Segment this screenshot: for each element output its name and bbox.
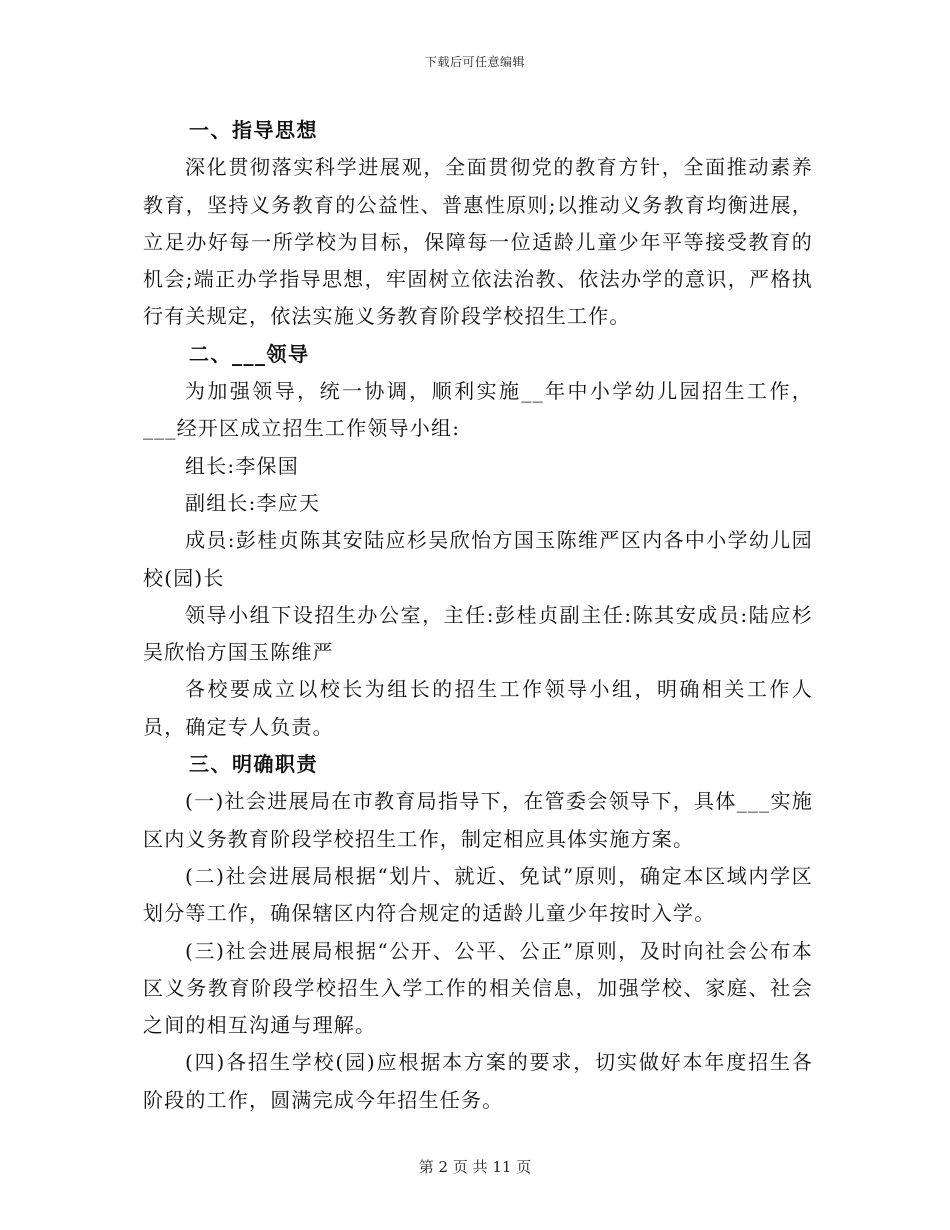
members-paragraph: 成员:彭桂贞陈其安陆应杉吴欣怡方国玉陈维严区内各中小学幼儿园校(园)长	[143, 528, 813, 590]
group-leader-line: 组长:李保国	[185, 453, 299, 478]
section-3-heading: 三、明确职责	[189, 752, 318, 777]
duty-item-2: (二)社会进展局根据“划片、就近、免试”原则，确定本区域内学区划分等工作，确保辖区内符合规定的适龄儿童少年按时入学。	[143, 863, 813, 926]
page-header-note: 下载后可任意编辑	[424, 55, 525, 69]
section-2-intro-paragraph: 为加强领导，统一协调，顺利实施__年中小学幼儿园招生工作，___经开区成立招生工作领导小组:	[143, 379, 813, 441]
section-1-heading: 一、指导思想	[189, 118, 318, 142]
page-number: 第 2 页 共 11 页	[418, 1158, 532, 1176]
deputy-leader-line: 副组长:李应天	[185, 490, 321, 515]
office-paragraph: 领导小组下设招生办公室，主任:彭桂贞副主任:陈其安成员:陆应杉吴欣怡方国玉陈维严	[143, 602, 813, 665]
schools-paragraph: 各校要成立以校长为组长的招生工作领导小组，明确相关工作人员，确定专人负责。	[143, 677, 813, 739]
duty-item-1: (一)社会进展局在市教育局指导下，在管委会领导下，具体___实施区内义务教育阶段学校招生工作，制定相应具体实施方案。	[143, 789, 813, 851]
duty-item-4: (四)各招生学校(园)应根据本方案的要求，切实做好本年度招生各阶段的工作，圆满完成今年招生任务。	[143, 1050, 813, 1112]
duty-item-3: (三)社会进展局根据“公开、公平、公正”原则，及时向社会公布本区义务教育阶段学校招生入学工作的相关信息，加强学校、家庭、社会之间的相互沟通与理解。	[143, 938, 813, 1038]
section-2-heading: 二、___领导	[189, 341, 310, 366]
document-body	[143, 112, 813, 1119]
section-1-paragraph: 深化贯彻落实科学进展观，全面贯彻党的教育方针，全面推动素养教育，坚持义务教育的公益性、普惠性原则;以推动义务教育均衡进展，立足办好每一所学校为目标，保障每一位适龄儿童少年平等接受教育的机会;端正办学指导思想，牢固树立依法治教、依法办学的意识，严格执行有关规定，依法实施义务教育阶段学校招生工作。	[143, 155, 813, 329]
